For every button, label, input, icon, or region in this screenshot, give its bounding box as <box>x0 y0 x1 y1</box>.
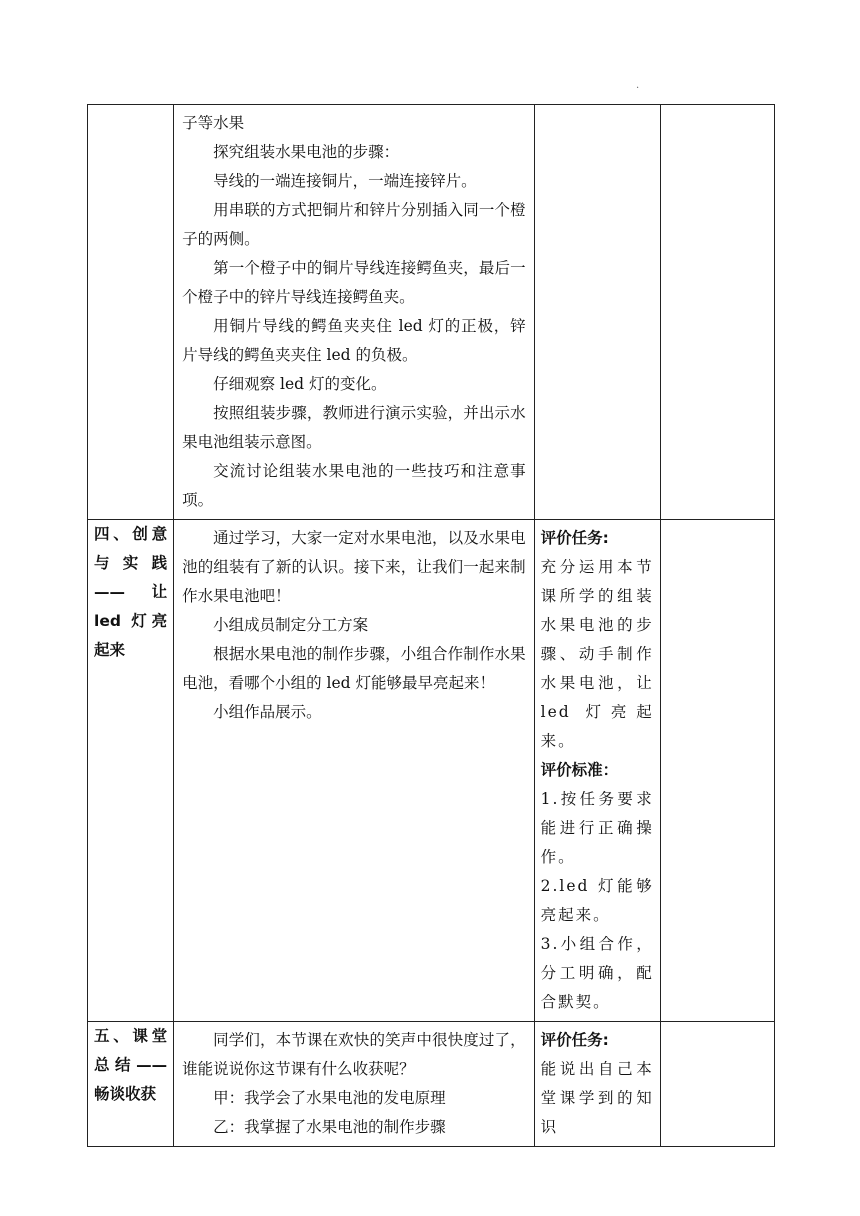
stage-cell <box>88 520 174 1022</box>
notes-cell <box>660 520 774 1022</box>
evaluation-task-text: 充分运用本节课所学的组装水果电池的步骤、动手制作水果电池，让 led 灯亮起来。 <box>540 558 654 750</box>
activity-paragraph: 仔细观察 led 灯的变化。 <box>213 375 387 393</box>
activity-cell <box>174 1022 535 1147</box>
activity-paragraph: 同学们，本节课在欢快的笑声中很快度过了，谁能说说你这节课有什么收获呢？ <box>182 1031 526 1078</box>
stage-cell <box>88 105 174 520</box>
activity-paragraph: 根据水果电池的制作步骤，小组合作制作水果电池，看哪个小组的 led 灯能够最早亮起来！ <box>182 645 526 692</box>
activity-paragraph: 小组作品展示。 <box>213 703 322 721</box>
evaluation-task-text: 能说出自己本堂课学到的知识 <box>540 1060 654 1136</box>
stage-cell <box>88 1022 174 1147</box>
activity-paragraph: 乙：我掌握了水果电池的制作步骤 <box>213 1118 446 1136</box>
table-row <box>88 1022 775 1147</box>
table-row <box>88 520 775 1022</box>
evaluation-standard-item: 3.小组合作，分工明确，配合默契。 <box>540 935 654 1011</box>
activity-paragraph: 按照组装步骤，教师进行演示实验，并出示水果电池组装示意图。 <box>182 404 526 451</box>
evaluation-standard-item: 2.led 灯能够亮起来。 <box>540 877 654 924</box>
activity-paragraph: 交流讨论组装水果电池的一些技巧和注意事项。 <box>182 462 526 509</box>
evaluation-standard-label: 评价标准： <box>540 761 619 779</box>
header-mark: . <box>636 80 640 91</box>
evaluation-task-label: 评价任务: <box>540 529 609 547</box>
lesson-plan-table <box>87 104 775 1147</box>
evaluation-cell <box>534 1022 660 1147</box>
activity-cell <box>174 520 535 1022</box>
activity-paragraph: 用铜片导线的鳄鱼夹夹住 led 灯的正极，锌片导线的鳄鱼夹夹住 led 的负极。 <box>182 317 526 364</box>
evaluation-task-label: 评价任务: <box>540 1031 609 1049</box>
stage-title: 五、课堂总结——畅谈收获 <box>94 1027 168 1103</box>
activity-paragraph: 小组成员制定分工方案 <box>213 616 369 634</box>
activity-paragraph: 通过学习，大家一定对水果电池，以及水果电池的组装有了新的认识。接下来，让我们一起来制作水果电池吧！ <box>182 529 526 605</box>
activity-paragraph: 导线的一端连接铜片，一端连接锌片。 <box>213 172 477 190</box>
evaluation-cell <box>534 105 660 520</box>
activity-cell <box>174 105 535 520</box>
stage-title: 四、创意与实践——让 led 灯亮起来 <box>94 525 168 659</box>
activity-paragraph: 子等水果 <box>182 114 245 132</box>
activity-paragraph: 用串联的方式把铜片和锌片分别插入同一个橙子的两侧。 <box>182 201 526 248</box>
activity-paragraph: 第一个橙子中的铜片导线连接鳄鱼夹，最后一个橙子中的锌片导线连接鳄鱼夹。 <box>182 259 526 306</box>
evaluation-standard-item: 1.按任务要求能进行正确操作。 <box>540 790 654 866</box>
notes-cell <box>660 105 774 520</box>
notes-cell <box>660 1022 774 1147</box>
activity-paragraph: 甲：我学会了水果电池的发电原理 <box>213 1089 446 1107</box>
activity-paragraph: 探究组装水果电池的步骤： <box>213 143 400 161</box>
table-row <box>88 105 775 520</box>
evaluation-cell <box>534 520 660 1022</box>
